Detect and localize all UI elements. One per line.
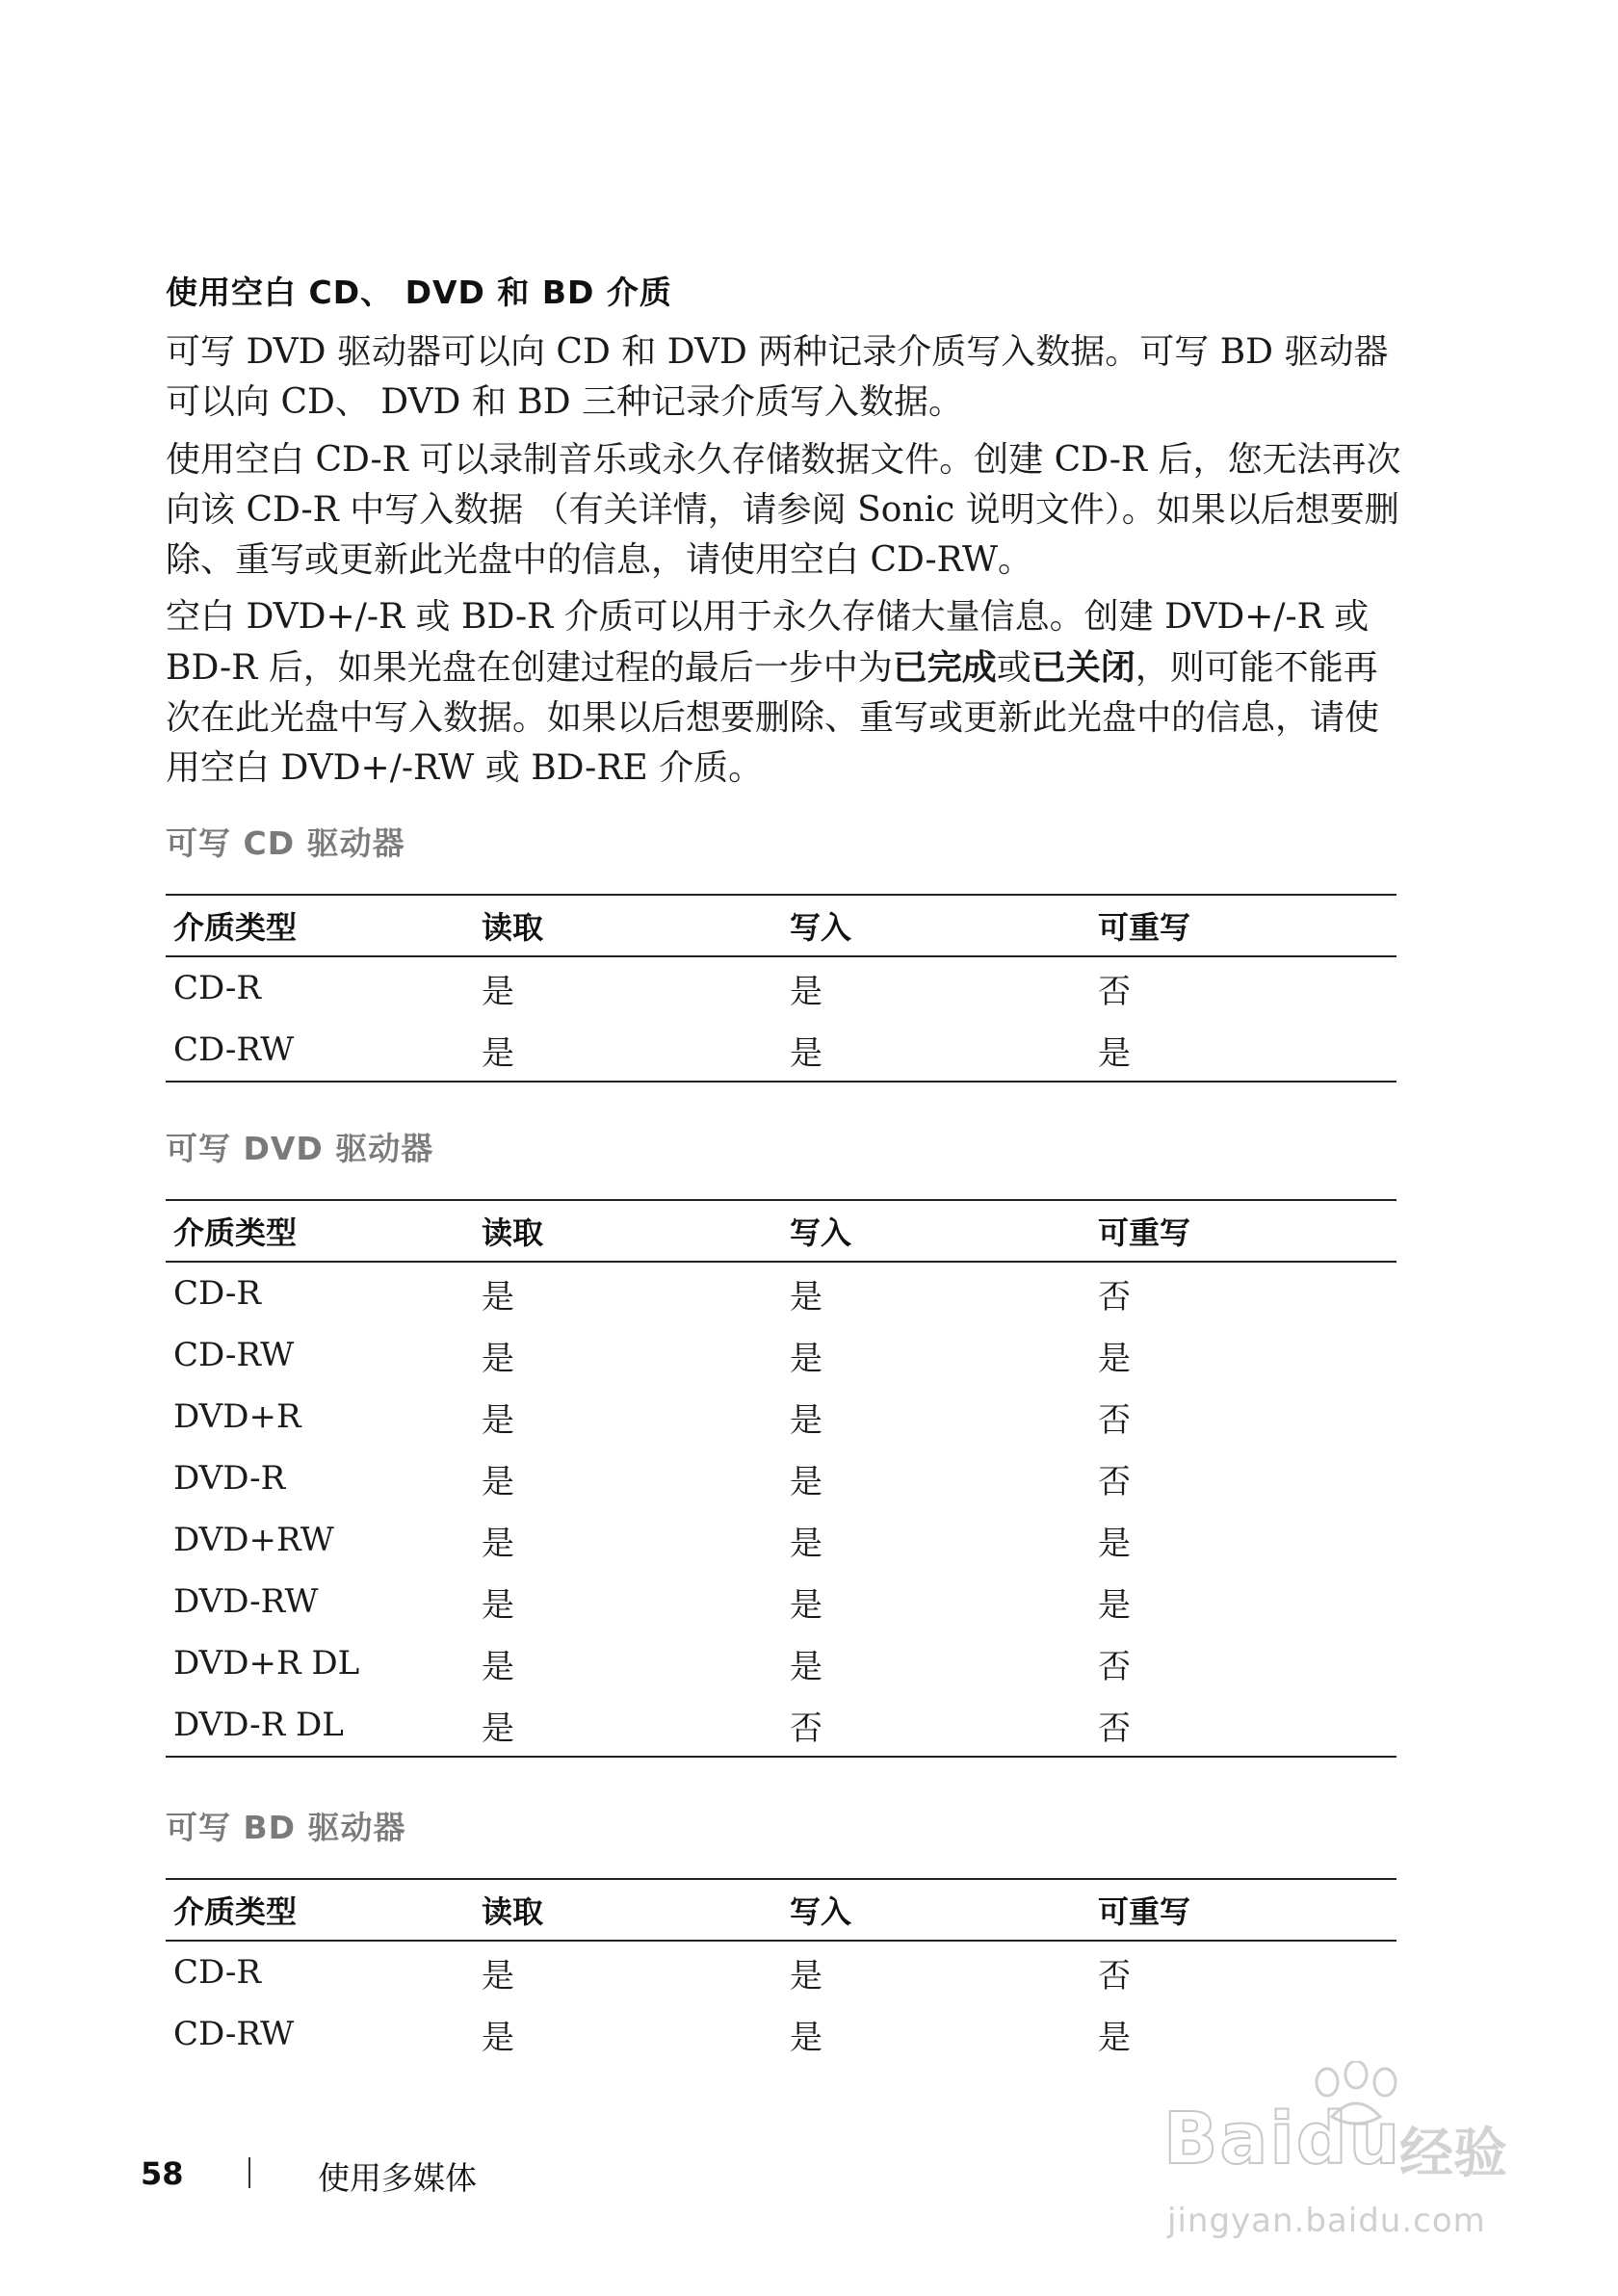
column-header: 可重写 — [1090, 895, 1396, 956]
table-cell: 是 — [482, 1339, 514, 1378]
paragraph-cd-r-usage: 使用空白 CD-R 可以录制音乐或永久存储数据文件。创建 CD-R 后，您无法再次向该 CD-R 中写入数据 （有关详情，请参阅 Sonic 说明文件）。如果以后想要删除、重写或更新此光盘中的信息，请使用空白 CD-RW。 — [166, 440, 1401, 580]
column-header: 写入 — [782, 1879, 1090, 1941]
table-cell: DVD-R — [173, 1459, 286, 1498]
page-number: 58 — [141, 2155, 184, 2192]
table-cell: 是 — [482, 1277, 514, 1317]
watermark-url: jingyan.baidu.com — [1167, 2202, 1486, 2240]
table-cell: CD-R — [173, 1274, 261, 1313]
table-cell: 是 — [790, 1956, 822, 1996]
table-cell: CD-RW — [173, 1031, 295, 1069]
table-cell: 是 — [482, 1462, 514, 1501]
table-caption-dvd: 可写 DVD 驱动器 — [166, 1130, 434, 1167]
baidu-jingyan-watermark — [1154, 2061, 1539, 2254]
column-header: 写入 — [782, 895, 1090, 956]
paragraph-drive-capabilities: 可写 DVD 驱动器可以向 CD 和 DVD 两种记录介质写入数据。可写 BD 驱动器可以向 CD、 DVD 和 BD 三种记录介质写入数据。 — [166, 332, 1389, 422]
table-cell: 是 — [790, 1585, 822, 1625]
table-cell: DVD+R DL — [173, 1644, 360, 1683]
watermark-label: 经验 — [1399, 2123, 1507, 2185]
paragraph-text-part: ，则可能不能再次在此光盘中写入数据。如果以后想要删除、重写或更新此光盘中的信息，请使用空白 DVD+/-RW 或 BD-RE 介质。 — [166, 648, 1380, 788]
table-cell: 是 — [790, 1524, 822, 1563]
table-row — [166, 1571, 1396, 1632]
column-header: 介质类型 — [166, 1200, 474, 1262]
table-cell: 是 — [482, 972, 514, 1011]
column-header: 可重写 — [1090, 1879, 1396, 1941]
table-bd-drive — [166, 1878, 1396, 2065]
table-cell: 否 — [1098, 1462, 1131, 1501]
table-row — [166, 1632, 1396, 1694]
table-cell: 是 — [790, 1277, 822, 1317]
table-cell: 是 — [482, 1585, 514, 1625]
section-heading: 使用空白 CD、 DVD 和 BD 介质 — [166, 274, 672, 311]
paragraph-dvd-bd-usage — [166, 592, 1408, 794]
column-header: 介质类型 — [166, 1879, 474, 1941]
table-cell: 是 — [790, 1339, 822, 1378]
table-cell: 是 — [1098, 2018, 1131, 2057]
table-cell: 是 — [790, 1647, 822, 1686]
paragraph-text-part: 或 — [996, 648, 1031, 688]
table-cell: 是 — [790, 1462, 822, 1501]
column-header: 写入 — [782, 1200, 1090, 1262]
table-caption-bd: 可写 BD 驱动器 — [166, 1809, 406, 1846]
table-cell: DVD-RW — [173, 1582, 319, 1621]
table-dvd-drive — [166, 1199, 1396, 1758]
bold-term-finalized: 已完成 — [892, 647, 997, 688]
table-cell: CD-R — [173, 1953, 261, 1992]
table-header-row — [166, 1879, 1396, 1941]
table-header-row — [166, 895, 1396, 956]
table-cell: DVD-R DL — [173, 1706, 344, 1744]
table-row — [166, 1448, 1396, 1509]
table-cell: 否 — [1098, 1400, 1131, 1440]
table-cell: 是 — [482, 1400, 514, 1440]
column-header: 可重写 — [1090, 1200, 1396, 1262]
table-cell: 是 — [790, 1400, 822, 1440]
table-cell: 是 — [790, 972, 822, 1011]
table-row — [166, 2003, 1396, 2065]
paragraph-text-part: 空白 DVD+/-R 或 BD-R 介质可以用于永久存储大量信息。创建 DVD+/-R 或 BD-R 后，如果光盘在创建过程的最后一步中为 — [166, 597, 1370, 688]
table-row — [166, 1694, 1396, 1757]
table-cell: 否 — [1098, 1647, 1131, 1686]
table-cell: 是 — [1098, 1033, 1131, 1073]
footer-separator — [248, 2157, 250, 2188]
table-cell: 是 — [1098, 1585, 1131, 1625]
watermark-logo: Baidu — [1163, 2098, 1402, 2180]
table-cell: 是 — [1098, 1524, 1131, 1563]
column-header: 读取 — [474, 1200, 782, 1262]
table-row — [166, 1386, 1396, 1448]
table-cell: 是 — [482, 1709, 514, 1748]
column-header: 读取 — [474, 895, 782, 956]
table-row — [166, 1019, 1396, 1082]
table-cell: 是 — [482, 1956, 514, 1996]
table-row — [166, 1324, 1396, 1386]
table-cell: 否 — [1098, 1709, 1131, 1748]
table-cell: 是 — [482, 1647, 514, 1686]
table-cell: CD-RW — [173, 1336, 295, 1374]
table-cell: 是 — [790, 1033, 822, 1073]
table-cell: 是 — [482, 1033, 514, 1073]
table-cell: CD-RW — [173, 2015, 295, 2053]
table-cell: 否 — [1098, 972, 1131, 1011]
table-cell: 否 — [790, 1709, 822, 1748]
table-row — [166, 956, 1396, 1019]
table-row — [166, 1262, 1396, 1324]
table-cell: 否 — [1098, 1956, 1131, 1996]
table-row — [166, 1941, 1396, 2003]
table-cell: 是 — [790, 2018, 822, 2057]
table-cell: DVD+RW — [173, 1521, 334, 1559]
table-caption-cd: 可写 CD 驱动器 — [166, 824, 405, 862]
table-cell: 否 — [1098, 1277, 1131, 1317]
table-cell: 是 — [1098, 1339, 1131, 1378]
table-cell: CD-R — [173, 969, 261, 1007]
column-header: 读取 — [474, 1879, 782, 1941]
bold-term-closed: 已关闭 — [1031, 647, 1135, 688]
table-row — [166, 1509, 1396, 1571]
table-cd-drive — [166, 894, 1396, 1083]
table-cell: DVD+R — [173, 1397, 301, 1436]
table-header-row — [166, 1200, 1396, 1262]
footer-chapter-title: 使用多媒体 — [318, 2159, 477, 2197]
column-header: 介质类型 — [166, 895, 474, 956]
table-cell: 是 — [482, 2018, 514, 2057]
table-cell: 是 — [482, 1524, 514, 1563]
